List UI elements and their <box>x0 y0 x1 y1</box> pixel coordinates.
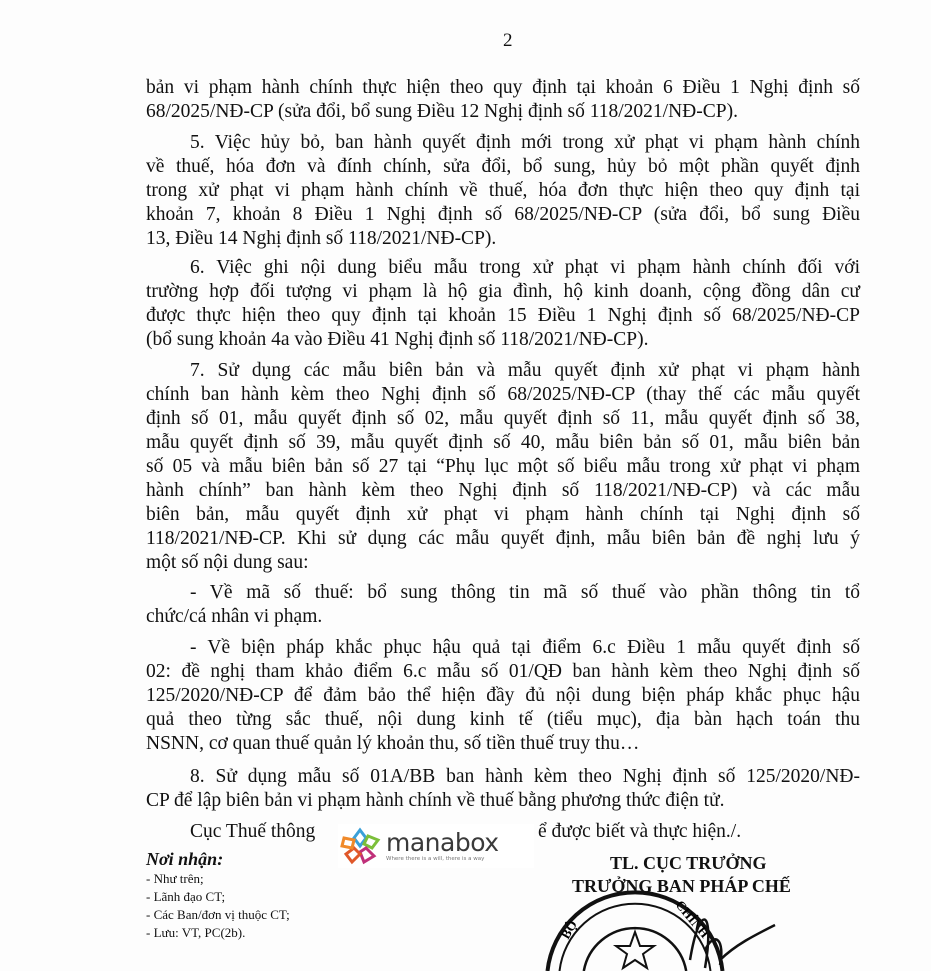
text-line: 118/2021/NĐ-CP. Khi sử dụng các mẫu quyết định, mẫu biên bản đề nghị lưu ý <box>146 528 860 549</box>
text-line: được thực hiện theo quy định tại khoản 15 Điều 1 Nghị định số 68/2025/NĐ-CP <box>146 305 860 326</box>
text-line: (bổ sung khoản 4a vào Điều 41 Nghị định số 118/2021/NĐ-CP). <box>146 329 649 350</box>
text-line: 125/2020/NĐ-CP để đảm bảo thể hiện đầy đủ nội dung biện pháp khắc phục hậu <box>146 685 860 706</box>
text-line: trường hợp đối tượng vi phạm là hộ gia đình, hộ kinh doanh, cộng đồng dân cư <box>146 281 860 302</box>
manabox-logo-icon <box>338 826 382 866</box>
text-line: định số 01, mẫu quyết định số 02, mẫu quyết định số 11, mẫu quyết định số 38, <box>146 408 860 429</box>
closing-text-left: Cục Thuế thông <box>190 821 316 842</box>
text-line: 13, Điều 14 Nghị định số 118/2021/NĐ-CP). <box>146 228 497 249</box>
text-line: bản vi phạm hành chính thực hiện theo quy định tại khoản 6 Điều 1 Nghị định số <box>146 77 860 98</box>
watermark-tagline: Where there is a will, there is a way <box>386 856 485 862</box>
recipient-item: - Lưu: VT, PC(2b). <box>146 925 246 940</box>
svg-text:CHÍNH: CHÍNH <box>672 897 713 941</box>
text-line: - Về mã số thuế: bổ sung thông tin mã số thuế vào phần thông tin tổ <box>190 582 860 603</box>
paragraph <box>146 581 860 629</box>
recipient-item: - Lãnh đạo CT; <box>146 889 226 904</box>
text-line: CP để lập biên bản vi phạm hành chính về thuế bằng phương thức điện tử. <box>146 790 725 811</box>
paragraph <box>146 76 860 124</box>
text-line: một số nội dung sau: <box>146 552 309 573</box>
text-line: trong xử phạt vi phạm hành chính về thuế, hóa đơn thực hiện theo quy định tại <box>146 180 860 201</box>
text-line: chức/cá nhân vi phạm. <box>146 606 323 627</box>
signature-title: TL. CỤC TRƯỞNG <box>610 853 767 873</box>
manabox-watermark <box>338 824 534 868</box>
signature-subtitle: TRƯỞNG BAN PHÁP CHẾ <box>572 876 791 896</box>
closing-text-right: ể được biết và thực hiện./. <box>538 821 742 842</box>
recipients-list <box>146 870 290 942</box>
text-line: 6. Việc ghi nội dung biểu mẫu trong xử phạt vi phạm hành chính đối với <box>190 257 860 278</box>
recipient-item: - Như trên; <box>146 871 204 886</box>
text-line: 7. Sử dụng các mẫu biên bản và mẫu quyết định xử phạt vi phạm hành <box>190 360 860 381</box>
text-line: hành chính” ban hành kèm theo Nghị định số 118/2021/NĐ-CP) và các mẫu <box>146 480 860 501</box>
paragraph <box>146 256 860 352</box>
text-line: 5. Việc hủy bỏ, ban hành quyết định mới trong xử phạt vi phạm hành chính <box>190 132 860 153</box>
recipient-item: - Các Ban/đơn vị thuộc CT; <box>146 907 290 922</box>
paragraph <box>146 765 860 813</box>
paragraph <box>146 131 860 251</box>
svg-text:BỘ: BỘ <box>557 917 580 942</box>
text-line: chính ban hành kèm theo Nghị định số 68/2025/NĐ-CP (thay thế các mẫu quyết <box>146 384 860 405</box>
text-line: - Về biện pháp khắc phục hậu quả tại điểm 6.c Điều 1 mẫu quyết định số <box>190 637 860 658</box>
official-seal-icon <box>540 880 780 971</box>
text-line: về thuế, hóa đơn và đính chính, sửa đổi, bổ sung, hủy bỏ một phần quyết định <box>146 156 860 177</box>
text-line: mẫu quyết định số 39, mẫu quyết định số 40, mẫu biên bản số 01, mẫu biên bản <box>146 432 860 453</box>
watermark-brand: manabox <box>386 828 499 857</box>
text-line: 68/2025/NĐ-CP (sửa đổi, bổ sung Điều 12 Nghị định số 118/2021/NĐ-CP). <box>146 101 738 122</box>
text-line: khoản 7, khoản 8 Điều 1 Nghị định số 68/2025/NĐ-CP (sửa đổi, bổ sung Điều <box>146 204 860 225</box>
paragraph <box>146 359 860 575</box>
text-line: biên bản, mẫu quyết định xử phạt vi phạm hành chính tại Nghị định số <box>146 504 860 525</box>
text-line: số 05 và mẫu biên bản số 27 tại “Phụ lục một số biểu mẫu trong xử phạt vi phạm <box>146 456 860 477</box>
page-number: 2 <box>503 30 513 51</box>
text-line: 02: đề nghị tham khảo điểm 6.c mẫu số 01/QĐ ban hành kèm theo Nghị định số <box>146 661 860 682</box>
text-line: NSNN, cơ quan thuế quản lý khoản thu, số tiền thuế truy thu… <box>146 733 640 754</box>
text-line: quả theo từng sắc thuế, nội dung kinh tế (tiểu mục), địa bàn hạch toán thu <box>146 709 860 730</box>
paragraph <box>146 636 860 756</box>
recipients-title: Nơi nhận: <box>146 849 224 869</box>
text-line: 8. Sử dụng mẫu số 01A/BB ban hành kèm theo Nghị định số 125/2020/NĐ- <box>190 766 860 787</box>
